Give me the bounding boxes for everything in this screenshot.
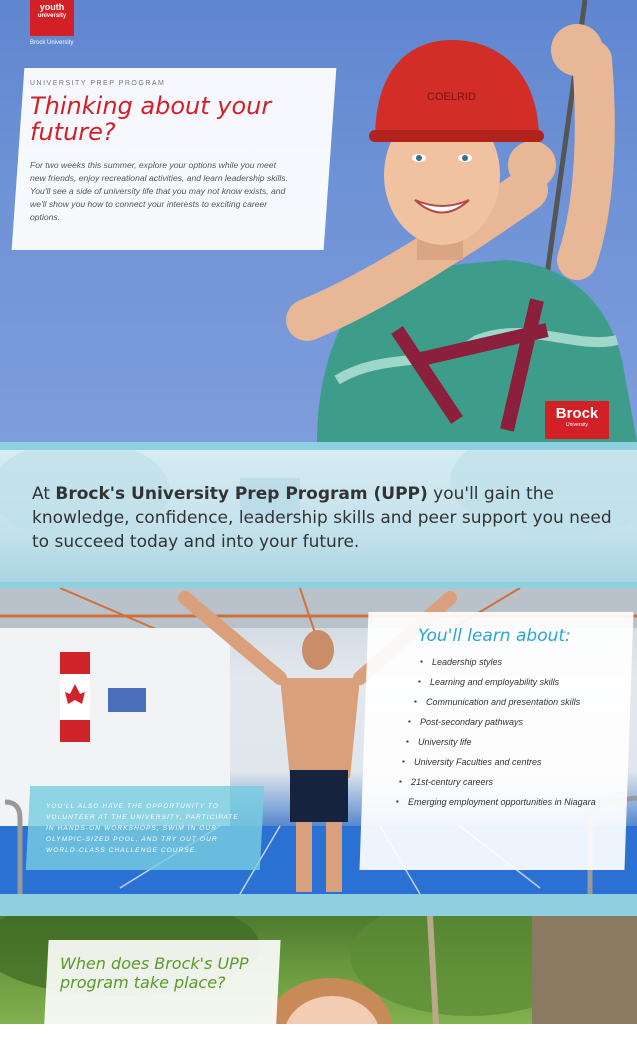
volunteer-text: YOU'LL ALSO HAVE THE OPPORTUNITY TO VOLUNTEER AT THE UNIVERSITY, PARTICIPATE IN HANDS-ON WORKSHOPS, SWIM IN OUR OLYMPIC-SIZED POOL, AND TRY OUT OUR WORLD-CLASS CHALLENGE COURSE. — [46, 803, 239, 854]
program-eyebrow: UNIVERSITY PREP PROGRAM — [30, 80, 166, 87]
divider-stripe — [0, 442, 637, 450]
learn-item: ▪ Communication and presentation skills — [414, 696, 620, 708]
logo-subtitle: Brock University — [30, 40, 74, 46]
learn-item: ▪ Emerging employment opportunities in Niagara — [396, 796, 620, 808]
learn-item: ▪ 21st-century careers — [399, 776, 620, 788]
learn-item: ▪ Learning and employability skills — [418, 676, 620, 688]
hero-section — [0, 0, 637, 442]
brock-logo[interactable] — [545, 401, 609, 439]
divider-stripe — [0, 894, 637, 916]
learn-item: ▪ Post-secondary pathways — [408, 716, 620, 728]
learn-item: ▪ Leadership styles — [420, 656, 620, 668]
logo-mark — [30, 0, 74, 36]
brock-logo-sub: University — [566, 422, 588, 428]
schedule-title: When does Brock's UPP program take place? — [60, 954, 249, 992]
band-prefix: At — [32, 484, 56, 504]
band-program-name: Brock's University Prep Program (UPP) — [55, 484, 428, 504]
logo-line2: university — [37, 13, 67, 19]
youth-university-logo[interactable] — [30, 0, 74, 46]
learn-list — [396, 656, 620, 816]
helmet-text: COELRID — [427, 91, 476, 103]
band-suffix: you'll gain the knowledge, confidence, leadership skills and peer support you need to succeed today and into your future. — [32, 484, 612, 552]
intro-card-content — [30, 80, 290, 224]
learn-title: You'll learn about: — [418, 626, 571, 646]
hero-body: For two weeks this summer, explore your options while you meet new friends, enjoy recreational activities, and learn leadership skills. You'll see a side of university life that you may not know exists, and we'll show you how to connect your interests to exciting career options. — [30, 160, 288, 222]
learn-item: ▪ University Faculties and centres — [402, 756, 620, 768]
brock-logo-name: Brock — [555, 405, 599, 422]
upp-intro-text — [32, 482, 622, 554]
learn-item: ▪ University life — [406, 736, 620, 748]
logo-line1: youth — [39, 2, 65, 12]
climber-photo — [277, 0, 637, 442]
hero-title: Thinking about your future? — [30, 92, 272, 146]
